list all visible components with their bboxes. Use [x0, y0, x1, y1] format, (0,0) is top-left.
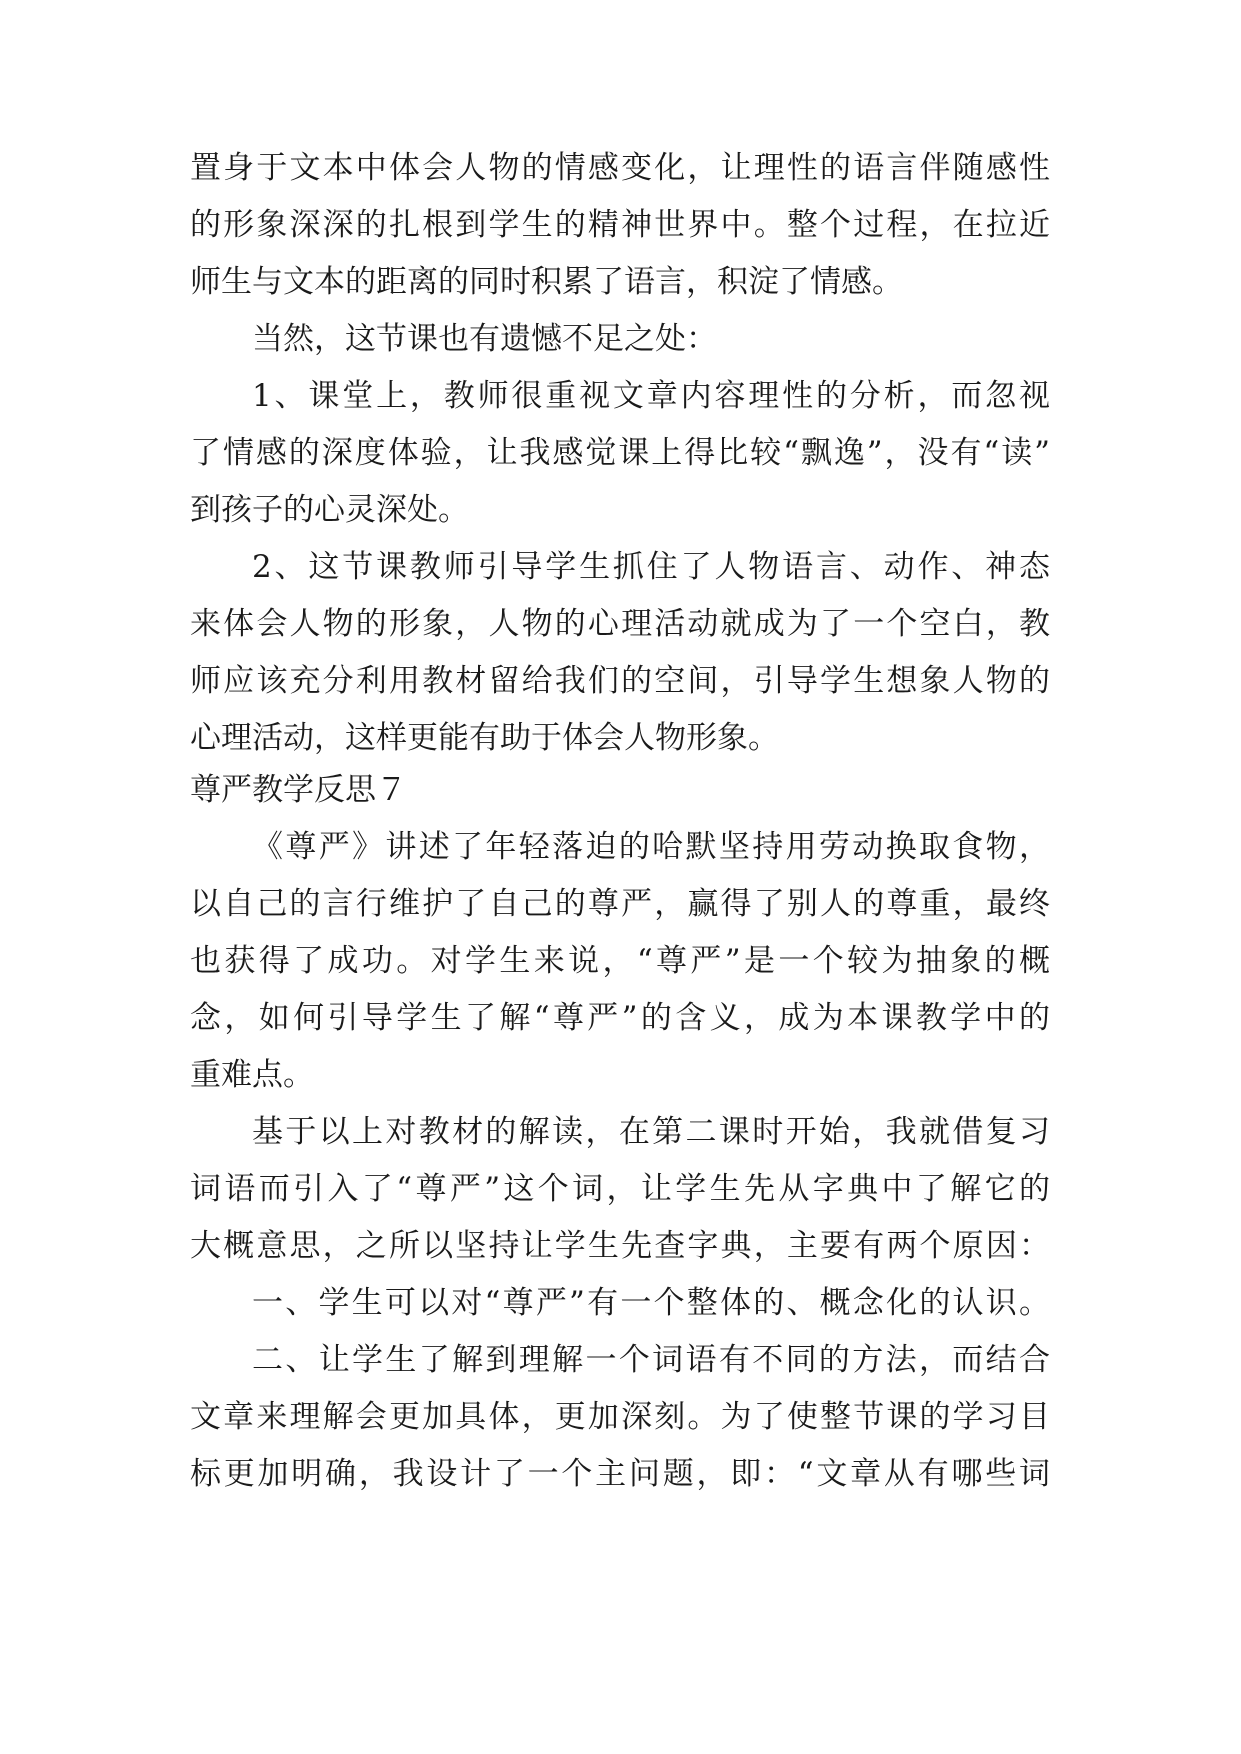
paragraph-line: 2、这节课教师引导学生抓住了人物语言、动作、神态 — [252, 549, 1050, 585]
paragraph-line: 师应该充分利用教材留给我们的空间，引导学生想象人物的 — [190, 663, 1050, 699]
paragraph-line: 二、让学生了解到理解一个词语有不同的方法，而结合 — [252, 1342, 1050, 1378]
paragraph-line: 1、课堂上，教师很重视文章内容理性的分析，而忽视 — [252, 378, 1050, 414]
paragraph-line: 到孩子的心灵深处。 — [190, 492, 469, 528]
paragraph-line: 师生与文本的距离的同时积累了语言，积淀了情感。 — [190, 264, 903, 300]
paragraph-line: 的形象深深的扎根到学生的精神世界中。整个过程，在拉近 — [190, 207, 1050, 243]
paragraph-line: 当然，这节课也有遗憾不足之处： — [252, 321, 717, 357]
paragraph-line: 基于以上对教材的解读，在第二课时开始，我就借复习 — [252, 1114, 1050, 1150]
paragraph-line: 标更加明确，我设计了一个主问题，即：“文章从有哪些词 — [190, 1456, 1050, 1492]
paragraph-line: 一、学生可以对“尊严”有一个整体的、概念化的认识。 — [252, 1285, 1050, 1321]
paragraph-line: 念，如何引导学生了解“尊严”的含义，成为本课教学中的 — [190, 1000, 1050, 1036]
paragraph-line: 《尊严》讲述了年轻落迫的哈默坚持用劳动换取食物， — [252, 829, 1050, 865]
paragraph-line: 大概意思，之所以坚持让学生先查字典，主要有两个原因： — [190, 1228, 1050, 1264]
paragraph-line: 文章来理解会更加具体，更加深刻。为了使整节课的学习目 — [190, 1399, 1050, 1435]
paragraph-line: 心理活动，这样更能有助于体会人物形象。 — [190, 720, 779, 756]
paragraph-line: 以自己的言行维护了自己的尊严，赢得了别人的尊重，最终 — [190, 886, 1050, 922]
section-heading: 尊严教学反思７ — [190, 772, 407, 808]
paragraph-line: 词语而引入了“尊严”这个词，让学生先从字典中了解它的 — [190, 1171, 1050, 1207]
paragraph-line: 重难点。 — [190, 1057, 314, 1093]
paragraph-line: 也获得了成功。对学生来说，“尊严”是一个较为抽象的概 — [190, 943, 1050, 979]
paragraph-line: 了情感的深度体验，让我感觉课上得比较“飘逸”，没有“读” — [190, 435, 1050, 471]
paragraph-line: 来体会人物的形象，人物的心理活动就成为了一个空白，教 — [190, 606, 1050, 642]
paragraph-line: 置身于文本中体会人物的情感变化，让理性的语言伴随感性 — [190, 150, 1050, 186]
